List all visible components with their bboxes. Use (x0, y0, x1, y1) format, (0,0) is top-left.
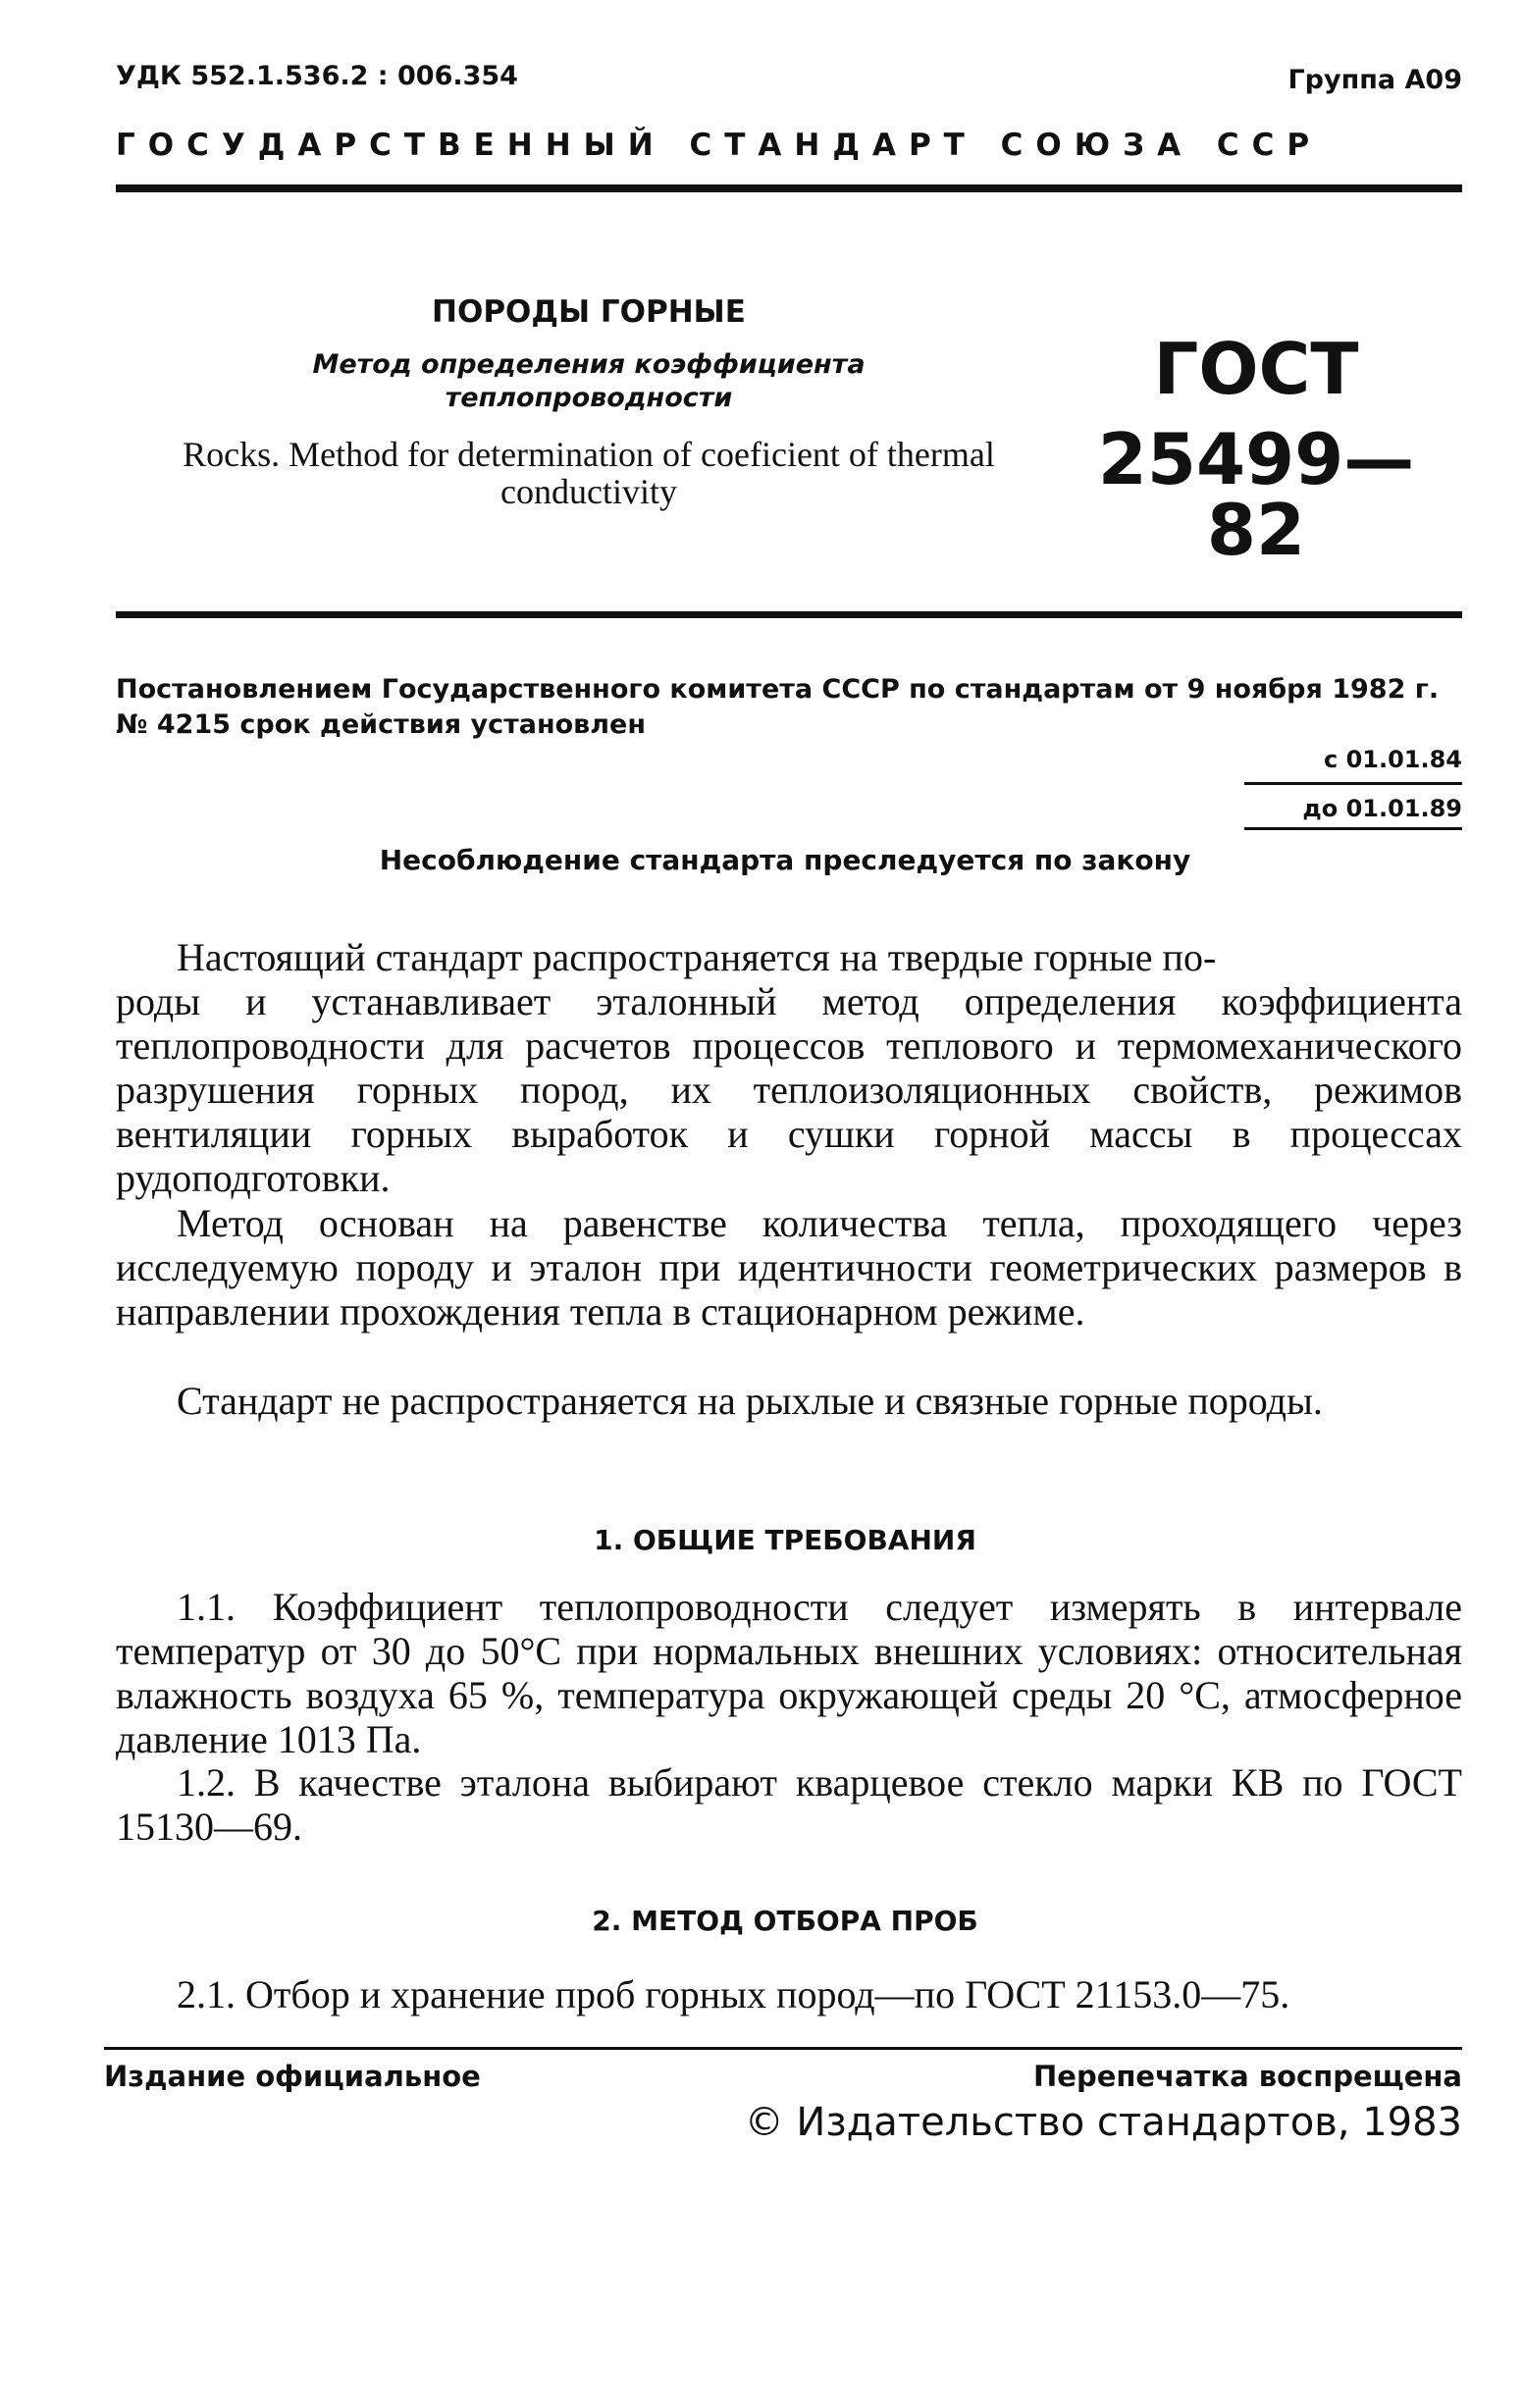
clause-1-1 (116, 1585, 1462, 1761)
intro-paragraph-1 (116, 935, 1462, 1200)
document-subtitle: Метод определения коэффициента теплопроводности (312, 349, 866, 413)
section-2-heading: 2. МЕТОД ОТБОРА ПРОБ (592, 1905, 978, 1937)
penalty-notice: Несоблюдение стандарта преследуется по закону (379, 844, 1191, 876)
gost-number: 25499—82 (1097, 418, 1415, 571)
validity-to: до 01.01.89 (1302, 795, 1462, 822)
udk-code: УДК 552.1.536.2 : 006.354 (116, 61, 518, 91)
clause-1-2 (116, 1760, 1462, 1849)
validity-underline (1244, 827, 1462, 830)
english-title: Rocks. Method for determination of coeficient of thermal conductivity (183, 435, 995, 511)
document-title: ПОРОДЫ ГОРНЫЕ (432, 294, 746, 330)
clause-2-1 (116, 1972, 1462, 2016)
group-code: Группа А09 (1287, 65, 1462, 95)
title-rule (116, 611, 1462, 618)
copyright-notice: © Издательство стандартов, 1983 (744, 2100, 1462, 2145)
clause-1-2-text: 1.2. В качестве эталона выбирают кварцевое стекло марки КВ по ГОСТ 15130—69. (116, 1760, 1462, 1849)
state-standard-banner: ГОСУДАРСТВЕННЫЙ СТАНДАРТ СОЮЗА ССР (116, 128, 1323, 163)
section-1-heading: 1. ОБЩИЕ ТРЕБОВАНИЯ (594, 1524, 976, 1556)
validity-from: с 01.01.84 (1323, 746, 1462, 773)
official-edition-label: Издание официальное (104, 2060, 481, 2093)
intro-paragraph-2-text: Метод основан на равенстве количества тепла, проходящего через исследуемую породу и эталон при идентичности геометрических размеров в направлении прохождения тепла в стационарном режиме. (116, 1201, 1462, 1334)
intro-paragraph-3 (116, 1379, 1462, 1423)
intro-paragraph-3-text: Стандарт не распространяется на рыхлые и связные горные породы. (177, 1379, 1323, 1423)
footer-rule (104, 2047, 1462, 2050)
intro-paragraph-1-first-line: Настоящий стандарт распространяется на твердые горные по- (177, 935, 1217, 979)
clause-2-1-text: 2.1. Отбор и хранение проб горных пород—по ГОСТ 21153.0—75. (177, 1972, 1290, 2016)
gost-label: ГОСТ (1153, 328, 1359, 410)
decree-text: Постановлением Государственного комитета СССР по стандартам от 9 ноября 1982 г. № 4215 срок действия установлен (116, 674, 1440, 740)
intro-paragraph-2 (116, 1201, 1462, 1334)
intro-paragraph-1-rest: роды и устанавливает эталонный метод определения коэффициента теплопроводности для расчетов процессов теплового и термомеханического разрушения горных пород, их теплоизоляционных свойств, режимов вентиляции горных выработок и сушки горной массы в процессах рудоподготовки. (116, 979, 1462, 1200)
clause-1-1-text: 1.1. Коэффициент теплопроводности следует измерять в интервале температур от 30 до 50°С при нормальных внешних условиях: относительная влажность воздуха 65 %, температура окружающей среды 20 °С, атмосферное давление 1013 Па. (116, 1585, 1462, 1761)
header-rule (116, 184, 1462, 192)
validity-rule (1244, 782, 1462, 785)
reprint-prohibited-label: Перепечатка воспрещена (1033, 2060, 1462, 2093)
